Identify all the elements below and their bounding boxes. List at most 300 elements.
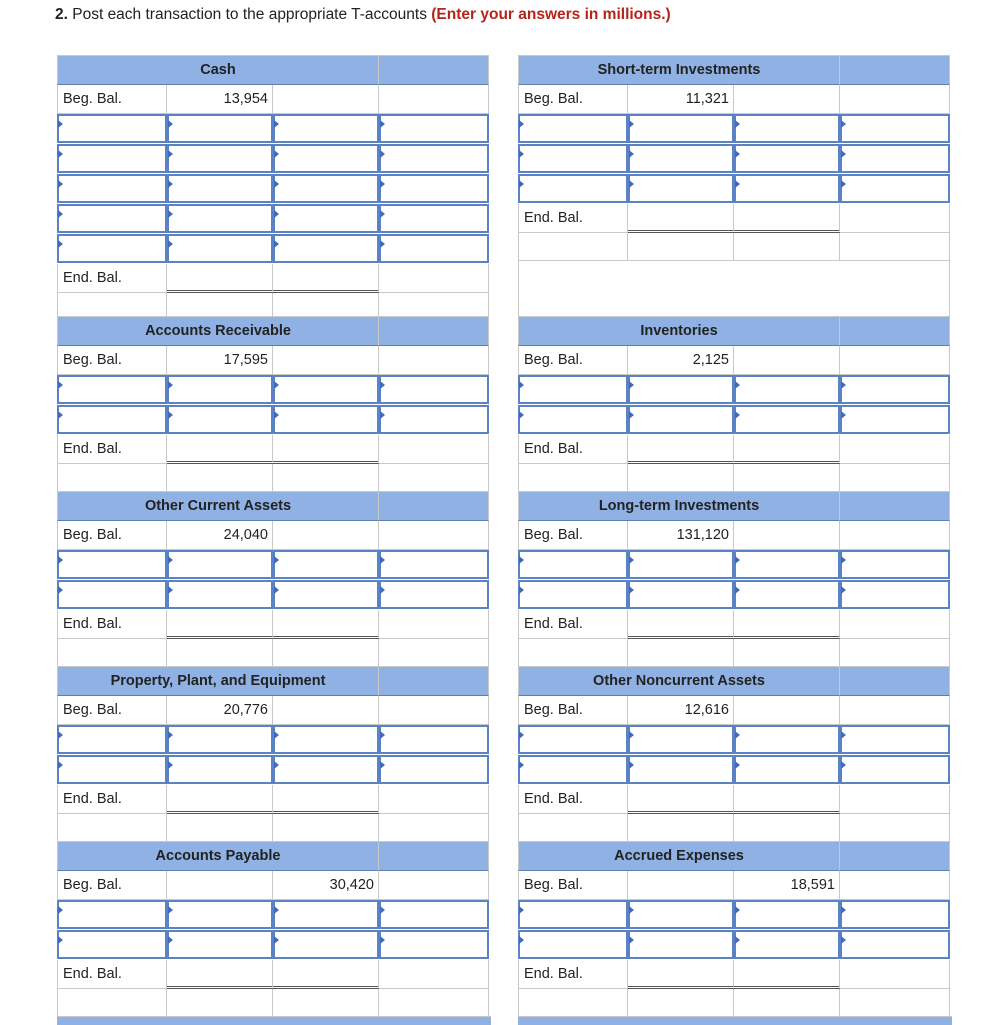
credit-input[interactable] [273, 900, 379, 929]
cell-marker-icon [519, 731, 524, 739]
entry-label-input-field[interactable] [524, 176, 622, 201]
side-input[interactable] [379, 930, 489, 959]
credit-input-field[interactable] [279, 146, 373, 171]
debit-input[interactable] [167, 550, 273, 579]
credit-input-field[interactable] [740, 582, 834, 607]
debit-input[interactable] [628, 405, 734, 434]
debit-input[interactable] [167, 405, 273, 434]
debit-input[interactable] [628, 755, 734, 784]
cell-marker-icon [274, 761, 279, 769]
side-input[interactable] [379, 900, 489, 929]
cell-marker-icon [735, 556, 740, 564]
credit-input[interactable] [273, 755, 379, 784]
end-bal-spacer [379, 785, 489, 814]
entry-label-input-field[interactable] [524, 727, 622, 752]
entry-label-input-field[interactable] [524, 552, 622, 577]
entry-label-input[interactable] [518, 174, 628, 203]
cell-marker-icon [380, 936, 385, 944]
cell-marker-icon [168, 210, 173, 218]
cell-marker-icon [380, 381, 385, 389]
end-bal-debit[interactable] [167, 785, 273, 814]
credit-input-field[interactable] [279, 407, 373, 432]
debit-input[interactable] [167, 580, 273, 609]
side-input-field[interactable] [846, 407, 944, 432]
credit-input-field[interactable] [279, 236, 373, 261]
end-bal-debit[interactable] [167, 435, 273, 464]
side-input[interactable] [379, 114, 489, 143]
cell-marker-icon [841, 411, 846, 419]
end-bal-debit[interactable] [628, 204, 734, 233]
debit-input-field[interactable] [173, 582, 267, 607]
empty-cell [734, 639, 840, 667]
entry-label-input[interactable] [57, 204, 167, 233]
empty-cell [734, 464, 840, 492]
side-input-field[interactable] [846, 932, 944, 957]
cell-marker-icon [629, 761, 634, 769]
credit-input-field[interactable] [740, 902, 834, 927]
debit-input[interactable] [167, 234, 273, 263]
entry-label-input[interactable] [57, 405, 167, 434]
credit-input[interactable] [734, 930, 840, 959]
credit-input-field[interactable] [740, 757, 834, 782]
side-input-field[interactable] [846, 377, 944, 402]
debit-input[interactable] [628, 900, 734, 929]
empty-cell [734, 989, 840, 1017]
debit-input-field[interactable] [173, 377, 267, 402]
end-bal-debit[interactable] [167, 264, 273, 293]
credit-input-field[interactable] [279, 552, 373, 577]
end-bal-debit[interactable] [628, 435, 734, 464]
debit-input-field[interactable] [173, 727, 267, 752]
cell-marker-icon [519, 556, 524, 564]
debit-input[interactable] [628, 580, 734, 609]
entry-label-input[interactable] [57, 900, 167, 929]
credit-input-field[interactable] [740, 116, 834, 141]
cell-marker-icon [519, 586, 524, 594]
debit-input[interactable] [628, 114, 734, 143]
end-bal-credit[interactable] [734, 435, 840, 464]
beg-bal-debit: 11,321 [628, 85, 734, 114]
credit-input-field[interactable] [279, 377, 373, 402]
empty-cell [379, 814, 489, 842]
beg-bal-spacer [840, 346, 950, 375]
entry-label-input-field[interactable] [63, 757, 161, 782]
credit-input[interactable] [734, 725, 840, 754]
account-title: Cash [57, 55, 379, 85]
side-input-field[interactable] [846, 146, 944, 171]
side-input[interactable] [840, 550, 950, 579]
entry-label-input-field[interactable] [63, 932, 161, 957]
entry-label-input-field[interactable] [63, 727, 161, 752]
side-input[interactable] [379, 580, 489, 609]
debit-input[interactable] [628, 930, 734, 959]
side-input[interactable] [379, 755, 489, 784]
side-input[interactable] [840, 725, 950, 754]
credit-input-field[interactable] [740, 377, 834, 402]
end-bal-credit[interactable] [273, 435, 379, 464]
cell-marker-icon [519, 411, 524, 419]
cell-marker-icon [274, 150, 279, 158]
debit-input[interactable] [628, 375, 734, 404]
cell-marker-icon [380, 556, 385, 564]
credit-input[interactable] [273, 930, 379, 959]
credit-input-field[interactable] [279, 727, 373, 752]
credit-input[interactable] [734, 144, 840, 173]
credit-input[interactable] [273, 174, 379, 203]
debit-input[interactable] [628, 174, 734, 203]
cell-marker-icon [735, 120, 740, 128]
empty-cell [57, 639, 167, 667]
beg-bal-label: Beg. Bal. [518, 85, 628, 114]
side-input[interactable] [379, 405, 489, 434]
beg-bal-spacer [379, 346, 489, 375]
cell-marker-icon [629, 586, 634, 594]
credit-input[interactable] [734, 900, 840, 929]
credit-input[interactable] [273, 375, 379, 404]
cell-marker-icon [629, 150, 634, 158]
entry-label-input[interactable] [518, 114, 628, 143]
beg-bal-debit: 13,954 [167, 85, 273, 114]
credit-input[interactable] [734, 174, 840, 203]
end-bal-debit[interactable] [628, 960, 734, 989]
entry-label-input-field[interactable] [63, 116, 161, 141]
entry-label-input-field[interactable] [524, 932, 622, 957]
entry-label-input[interactable] [518, 900, 628, 929]
entry-label-input-field[interactable] [524, 902, 622, 927]
cell-marker-icon [58, 761, 63, 769]
entry-label-input[interactable] [57, 580, 167, 609]
debit-input[interactable] [628, 725, 734, 754]
debit-input-field[interactable] [173, 116, 267, 141]
cell-marker-icon [168, 586, 173, 594]
header-spacer [379, 491, 489, 521]
debit-input-field[interactable] [173, 146, 267, 171]
credit-input[interactable] [734, 375, 840, 404]
credit-input[interactable] [734, 405, 840, 434]
beg-bal-credit [273, 85, 379, 114]
side-input[interactable] [840, 144, 950, 173]
entry-label-input[interactable] [518, 550, 628, 579]
cell-marker-icon [629, 556, 634, 564]
entry-label-input-field[interactable] [63, 582, 161, 607]
debit-input-field[interactable] [634, 757, 728, 782]
empty-cell [57, 814, 167, 842]
debit-input-field[interactable] [173, 902, 267, 927]
debit-input[interactable] [167, 930, 273, 959]
empty-cell [840, 464, 950, 492]
cell-marker-icon [735, 731, 740, 739]
credit-input[interactable] [273, 580, 379, 609]
header-spacer [379, 841, 489, 871]
side-input[interactable] [379, 375, 489, 404]
cell-marker-icon [380, 906, 385, 914]
credit-input-field[interactable] [279, 176, 373, 201]
side-input[interactable] [840, 900, 950, 929]
side-input-field[interactable] [846, 582, 944, 607]
debit-input[interactable] [167, 204, 273, 233]
cell-marker-icon [735, 936, 740, 944]
side-input[interactable] [379, 144, 489, 173]
debit-input-field[interactable] [634, 116, 728, 141]
entry-label-input[interactable] [57, 114, 167, 143]
end-bal-label: End. Bal. [518, 960, 628, 989]
credit-input-field[interactable] [740, 932, 834, 957]
side-input-field[interactable] [846, 116, 944, 141]
end-bal-debit[interactable] [167, 610, 273, 639]
cell-marker-icon [629, 906, 634, 914]
credit-input[interactable] [734, 550, 840, 579]
debit-input-field[interactable] [173, 757, 267, 782]
empty-cell [167, 639, 273, 667]
side-input[interactable] [379, 725, 489, 754]
credit-input[interactable] [273, 144, 379, 173]
cell-marker-icon [629, 731, 634, 739]
cell-marker-icon [841, 381, 846, 389]
credit-input[interactable] [273, 405, 379, 434]
debit-input-field[interactable] [173, 206, 267, 231]
side-input[interactable] [840, 375, 950, 404]
end-bal-spacer [379, 960, 489, 989]
credit-input-field[interactable] [740, 146, 834, 171]
debit-input-field[interactable] [634, 377, 728, 402]
end-bal-debit[interactable] [628, 610, 734, 639]
side-input-field[interactable] [385, 236, 483, 261]
credit-input[interactable] [273, 114, 379, 143]
side-input-field[interactable] [385, 116, 483, 141]
end-bal-credit[interactable] [273, 610, 379, 639]
side-input-field[interactable] [846, 902, 944, 927]
debit-input-field[interactable] [634, 176, 728, 201]
cell-marker-icon [58, 731, 63, 739]
entry-label-input-field[interactable] [63, 176, 161, 201]
credit-input[interactable] [273, 550, 379, 579]
credit-input-field[interactable] [740, 407, 834, 432]
side-input-field[interactable] [385, 582, 483, 607]
entry-label-input[interactable] [57, 930, 167, 959]
end-bal-spacer [379, 435, 489, 464]
entry-label-input-field[interactable] [524, 146, 622, 171]
question-number: 2. [55, 6, 68, 23]
entry-label-input[interactable] [57, 725, 167, 754]
credit-input[interactable] [273, 234, 379, 263]
empty-cell [167, 989, 273, 1017]
entry-label-input-field[interactable] [63, 206, 161, 231]
cell-marker-icon [735, 381, 740, 389]
side-input-field[interactable] [385, 146, 483, 171]
entry-label-input[interactable] [518, 144, 628, 173]
end-bal-debit[interactable] [628, 785, 734, 814]
side-input[interactable] [840, 405, 950, 434]
side-input[interactable] [840, 755, 950, 784]
end-bal-credit[interactable] [734, 785, 840, 814]
end-bal-credit[interactable] [273, 264, 379, 293]
entry-label-input-field[interactable] [524, 377, 622, 402]
end-bal-credit[interactable] [734, 204, 840, 233]
instruction-text [55, 6, 671, 24]
debit-input[interactable] [167, 755, 273, 784]
side-input-field[interactable] [385, 407, 483, 432]
entry-label-input-field[interactable] [524, 116, 622, 141]
t-account-accounts-receivable [57, 316, 494, 492]
credit-input[interactable] [734, 580, 840, 609]
credit-input-field[interactable] [279, 206, 373, 231]
beg-bal-spacer [840, 871, 950, 900]
side-input[interactable] [379, 204, 489, 233]
entry-label-input[interactable] [518, 405, 628, 434]
credit-input-field[interactable] [279, 757, 373, 782]
cell-marker-icon [168, 936, 173, 944]
entry-label-input[interactable] [518, 755, 628, 784]
end-bal-credit[interactable] [273, 785, 379, 814]
cell-marker-icon [168, 761, 173, 769]
side-input-field[interactable] [385, 206, 483, 231]
cell-marker-icon [841, 761, 846, 769]
cell-marker-icon [274, 240, 279, 248]
side-input-field[interactable] [846, 727, 944, 752]
credit-input-field[interactable] [740, 176, 834, 201]
debit-input[interactable] [628, 144, 734, 173]
cell-marker-icon [629, 936, 634, 944]
end-bal-credit[interactable] [273, 960, 379, 989]
entry-label-input-field[interactable] [524, 757, 622, 782]
debit-input-field[interactable] [634, 582, 728, 607]
entry-label-input[interactable] [57, 375, 167, 404]
debit-input[interactable] [167, 900, 273, 929]
credit-input[interactable] [734, 755, 840, 784]
debit-input-field[interactable] [634, 932, 728, 957]
debit-input-field[interactable] [634, 727, 728, 752]
cell-marker-icon [735, 761, 740, 769]
end-bal-spacer [840, 785, 950, 814]
entry-label-input[interactable] [518, 930, 628, 959]
end-bal-credit[interactable] [734, 610, 840, 639]
entry-label-input[interactable] [518, 580, 628, 609]
header-spacer [840, 491, 950, 521]
credit-input-field[interactable] [279, 582, 373, 607]
side-input[interactable] [840, 930, 950, 959]
cell-marker-icon [519, 906, 524, 914]
debit-input[interactable] [167, 174, 273, 203]
side-input-field[interactable] [385, 902, 483, 927]
credit-input-field[interactable] [279, 116, 373, 141]
account-title: Short-term Investments [518, 55, 840, 85]
beg-bal-debit: 2,125 [628, 346, 734, 375]
side-input[interactable] [379, 174, 489, 203]
account-title: Accounts Payable [57, 841, 379, 871]
header-spacer [840, 316, 950, 346]
credit-input-field[interactable] [279, 932, 373, 957]
beg-bal-debit: 12,616 [628, 696, 734, 725]
beg-bal-label: Beg. Bal. [57, 521, 167, 550]
side-input-field[interactable] [385, 727, 483, 752]
cell-marker-icon [274, 906, 279, 914]
entry-label-input-field[interactable] [63, 377, 161, 402]
entry-label-input[interactable] [57, 234, 167, 263]
debit-input-field[interactable] [173, 932, 267, 957]
entry-label-input[interactable] [57, 174, 167, 203]
debit-input-field[interactable] [173, 552, 267, 577]
debit-input[interactable] [167, 375, 273, 404]
entry-label-input-field[interactable] [63, 552, 161, 577]
empty-cell [840, 639, 950, 667]
entry-label-input-field[interactable] [524, 582, 622, 607]
debit-input-field[interactable] [634, 407, 728, 432]
debit-input-field[interactable] [173, 176, 267, 201]
empty-cell [518, 233, 628, 261]
entry-label-input[interactable] [57, 550, 167, 579]
debit-input[interactable] [167, 114, 273, 143]
debit-input-field[interactable] [173, 236, 267, 261]
cell-marker-icon [841, 936, 846, 944]
entry-label-input[interactable] [518, 725, 628, 754]
entry-label-input-field[interactable] [63, 407, 161, 432]
end-bal-label: End. Bal. [57, 610, 167, 639]
cell-marker-icon [274, 731, 279, 739]
debit-input[interactable] [628, 550, 734, 579]
cell-marker-icon [519, 150, 524, 158]
side-input[interactable] [379, 234, 489, 263]
cell-marker-icon [274, 210, 279, 218]
beg-bal-spacer [840, 521, 950, 550]
side-input-field[interactable] [846, 176, 944, 201]
empty-cell [628, 989, 734, 1017]
end-bal-credit[interactable] [734, 960, 840, 989]
debit-input-field[interactable] [634, 902, 728, 927]
entry-label-input[interactable] [57, 755, 167, 784]
beg-bal-credit: 18,591 [734, 871, 840, 900]
credit-input-field[interactable] [740, 552, 834, 577]
credit-input-field[interactable] [740, 727, 834, 752]
empty-cell [628, 233, 734, 261]
end-bal-debit[interactable] [167, 960, 273, 989]
side-input-field[interactable] [385, 552, 483, 577]
credit-input[interactable] [273, 204, 379, 233]
debit-input-field[interactable] [173, 407, 267, 432]
side-input-field[interactable] [846, 757, 944, 782]
credit-input-field[interactable] [279, 902, 373, 927]
side-input[interactable] [840, 580, 950, 609]
side-input-field[interactable] [385, 757, 483, 782]
entry-label-input-field[interactable] [63, 146, 161, 171]
side-input-field[interactable] [385, 932, 483, 957]
side-input[interactable] [840, 174, 950, 203]
entry-label-input[interactable] [518, 375, 628, 404]
debit-input[interactable] [167, 144, 273, 173]
debit-input[interactable] [167, 725, 273, 754]
side-input-field[interactable] [385, 176, 483, 201]
credit-input[interactable] [273, 725, 379, 754]
cell-marker-icon [58, 120, 63, 128]
empty-cell [840, 989, 950, 1017]
side-input-field[interactable] [846, 552, 944, 577]
entry-label-input-field[interactable] [63, 902, 161, 927]
debit-input-field[interactable] [634, 552, 728, 577]
entry-label-input[interactable] [57, 144, 167, 173]
empty-cell [840, 814, 950, 842]
entry-label-input-field[interactable] [63, 236, 161, 261]
t-account-inventories [518, 316, 955, 492]
beg-bal-spacer [840, 696, 950, 725]
debit-input-field[interactable] [634, 146, 728, 171]
side-input-field[interactable] [385, 377, 483, 402]
side-input[interactable] [379, 550, 489, 579]
credit-input[interactable] [734, 114, 840, 143]
entry-label-input-field[interactable] [524, 407, 622, 432]
cell-marker-icon [168, 731, 173, 739]
side-input[interactable] [840, 114, 950, 143]
cell-marker-icon [735, 411, 740, 419]
t-account-long-term-investments [518, 491, 955, 667]
